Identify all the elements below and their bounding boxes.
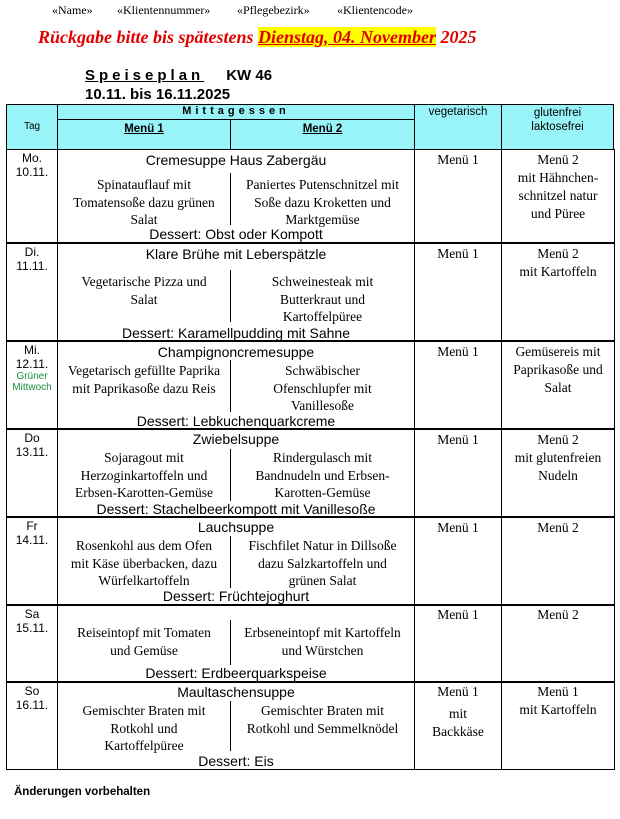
header-glutenfrei-line2: laktosefrei (531, 121, 584, 133)
day-cell (6, 520, 58, 547)
gf-line: Paprikasoße und (513, 362, 603, 377)
dish-line: Erbseneintopf mit Kartoffeln (244, 625, 401, 640)
dish-line: Würfelkartoffeln (98, 573, 190, 588)
gf-line: Gemüsereis mit (515, 344, 601, 359)
dish-line: Kartoffelpüree (104, 738, 184, 753)
dish-line: Rosenkohl aus dem Ofen (75, 538, 213, 553)
gf-cell (502, 245, 614, 281)
veg-cell (415, 683, 501, 741)
dish-line: Kartoffelpüree (282, 309, 363, 324)
day-cell (6, 344, 58, 393)
menu2-dish (231, 273, 414, 326)
title-date-range: 10.11. bis 16.11.2025 (85, 86, 231, 103)
dish-line: Vegetarisch gefüllte Paprika (67, 363, 221, 378)
dish-line: Spinatauflauf mit (96, 177, 192, 192)
menu-title (85, 66, 272, 104)
day-name: Sa (24, 607, 40, 621)
veg-line: Menü 1 (437, 152, 479, 167)
dish-line: Marktgemüse (285, 212, 360, 227)
return-notice (38, 27, 476, 48)
veg-line: Menü 1 (437, 344, 479, 359)
header-mittagessen: Mittagessen (182, 105, 290, 117)
menu2-dish (231, 537, 414, 590)
dish-line: Rotkohl und (110, 720, 178, 736)
dish-line: mit Käse überbacken, dazu (70, 555, 218, 571)
dish-line: Gemischter Braten mit (82, 703, 206, 718)
return-deadline: Dienstag, 04. November (258, 27, 436, 47)
dish-line: Soße dazu Kroketten und (254, 194, 391, 210)
menu1-dish (58, 537, 230, 590)
day-cell (6, 608, 58, 635)
veg-line: Menü 1 (437, 607, 479, 622)
soup: Champignoncremesuppe (157, 344, 315, 360)
dish-line: Gemischter Braten mit (261, 703, 384, 718)
gf-line: mit Kartoffeln (519, 702, 597, 717)
gf-cell (502, 431, 614, 485)
veg-line: Menü 1 (437, 432, 479, 447)
day-date: 10.11. (15, 164, 49, 179)
dish-line: Karotten-Gemüse (274, 485, 371, 500)
menu1-dish (58, 362, 230, 397)
veg-cell (415, 343, 501, 361)
gf-line: Menü 2 (537, 432, 579, 447)
dish-line: Salat (130, 291, 158, 307)
gf-line: Menü 1 (537, 684, 579, 699)
dish-line: Salat (130, 212, 158, 227)
day-cell (6, 432, 58, 459)
gf-line: mit Kartoffeln (519, 264, 597, 279)
dish-line: Herzoginkartoffeln und (80, 467, 208, 483)
dish-line: Ofenschlupfer mit (273, 380, 372, 396)
field-client-number: «Klientennummer» (117, 3, 211, 17)
soup: Cremesuppe Haus Zabergäu (145, 152, 327, 168)
veg-cell (415, 606, 501, 624)
dish-line: mit Paprikasoße dazu Reis (72, 380, 216, 396)
veg-line: Menü 1 (437, 520, 479, 535)
day-date: 16.11. (15, 697, 49, 712)
veg-cell (415, 431, 501, 449)
day-cell (6, 246, 58, 273)
header-menu1: Menü 1 (124, 123, 164, 135)
dessert: Dessert: Erdbeerquarkspeise (145, 665, 327, 681)
header-glutenfrei-line1: glutenfrei (533, 107, 582, 119)
gf-line: und Püree (530, 206, 586, 221)
day-date: 14.11. (15, 532, 49, 547)
menu2-dish (231, 362, 414, 415)
day-date: 11.11. (16, 258, 48, 273)
day-name: Mo. (21, 151, 42, 165)
day-date: 12.11. (15, 356, 49, 371)
dish-line: Tomatensoße dazu grünen (73, 194, 215, 210)
menu1-dish (58, 624, 230, 659)
veg-line: Menü 1 (437, 684, 479, 699)
dish-line: Reiseintopf mit Tomaten (77, 625, 211, 640)
gf-cell (502, 519, 614, 537)
soup: Lauchsuppe (197, 519, 275, 535)
day-note-line: Grüner (16, 371, 48, 382)
dish-line: Rotkohl und Semmelknödel (246, 720, 399, 736)
day-name: Mi. (24, 343, 40, 357)
day-name: Di. (24, 245, 40, 259)
dessert: Dessert: Karamellpudding mit Sahne (121, 325, 350, 341)
day-note-line: Mittwoch (12, 382, 52, 393)
return-notice-prefix: Rückgabe bitte bis spätestens (38, 27, 258, 47)
dessert: Dessert: Obst oder Kompott (149, 226, 323, 242)
menu1-dish (58, 449, 230, 502)
menu1-dish (58, 702, 230, 755)
grid-bottom-border (6, 769, 615, 770)
header-vegetarisch: vegetarisch (428, 106, 488, 118)
day-date: 15.11. (15, 620, 49, 635)
gf-cell (502, 683, 614, 719)
dish-line: Sojaragout mit (104, 450, 184, 465)
veg-line: Menü 1 (437, 246, 479, 261)
veg-cell (415, 151, 501, 169)
dish-line: und Würstchen (281, 642, 364, 658)
gf-line: schnitzel natur (518, 188, 598, 203)
header-tag: Tag (23, 121, 41, 132)
gf-line: Salat (544, 380, 572, 395)
day-cell (6, 685, 58, 712)
gf-line: mit Hähnchen- (517, 170, 599, 185)
menu1-dish (58, 273, 230, 308)
gf-line: Menü 2 (537, 607, 579, 622)
header-glutenfrei (501, 106, 614, 134)
dish-line: grünen Salat (288, 573, 357, 588)
dish-line: Rindergulasch mit (272, 450, 373, 465)
veg-line: Backkäse (432, 724, 484, 739)
field-care-district: «Pflegebezirk» (237, 3, 310, 17)
day-name: Fr (26, 519, 38, 533)
veg-cell (415, 245, 501, 263)
gf-line: Menü 2 (537, 520, 579, 535)
field-client-code: «Klientencode» (337, 3, 413, 17)
veg-line: mit (448, 706, 467, 721)
dessert: Dessert: Früchtejoghurt (162, 588, 310, 604)
day-name: Do (24, 431, 40, 445)
dish-line: und Gemüse (110, 642, 178, 658)
dish-line: Schweinesteak mit (271, 274, 374, 289)
gf-cell (502, 343, 614, 397)
menu2-dish (231, 624, 414, 659)
dish-line: Vanillesoße (291, 398, 354, 413)
menu1-dish (58, 176, 230, 229)
dish-line: Fischfilet Natur in Dillsoße (248, 538, 397, 553)
row-separator (6, 242, 615, 244)
gf-line: Menü 2 (537, 152, 579, 167)
dish-line: Schwäbischer (285, 363, 360, 378)
dessert: Dessert: Lebkuchenquarkcreme (136, 413, 336, 429)
footer-note: Änderungen vorbehalten (14, 786, 151, 798)
soup: Klare Brühe mit Leberspätzle (145, 246, 327, 262)
title-word: Speiseplan (85, 67, 205, 84)
field-name: «Name» (52, 3, 93, 17)
dish-line: Butterkraut und (279, 291, 366, 307)
dish-line: Bandnudeln und Erbsen- (255, 467, 390, 483)
dish-line: dazu Salzkartoffeln und (258, 555, 387, 571)
gf-line: Menü 2 (537, 246, 579, 261)
menu2-dish (231, 702, 414, 737)
day-cell (6, 152, 58, 179)
dish-line: Paniertes Putenschnitzel mit (246, 177, 399, 192)
soup: Maultaschensuppe (177, 684, 295, 700)
title-week: KW 46 (226, 67, 273, 84)
dessert: Dessert: Eis (198, 753, 274, 769)
day-name: So (24, 684, 40, 698)
dish-line: Vegetarische Pizza und (81, 274, 207, 289)
header-menu2: Menü 2 (302, 123, 343, 135)
day-date: 13.11. (15, 444, 49, 459)
return-notice-suffix: 2025 (435, 27, 477, 47)
menu2-dish (231, 449, 414, 502)
gf-line: Nudeln (538, 468, 578, 483)
dish-line: Erbsen-Karotten-Gemüse (75, 485, 213, 500)
soup: Zwiebelsuppe (192, 431, 280, 447)
menu2-dish (231, 176, 414, 229)
gf-cell (502, 606, 614, 624)
gf-line: mit glutenfreien (514, 450, 602, 465)
dessert: Dessert: Stachelbeerkompott mit Vanillesoße (96, 501, 376, 517)
gf-cell (502, 151, 614, 223)
veg-cell (415, 519, 501, 537)
